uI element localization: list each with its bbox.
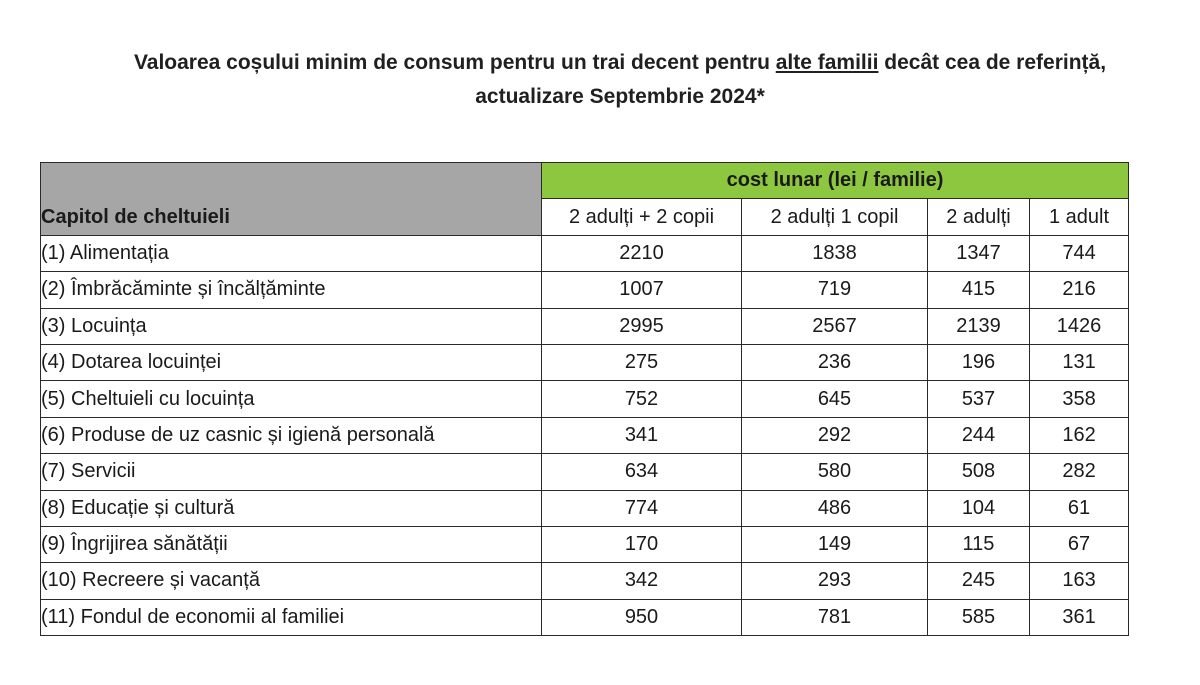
table-row (41, 526, 1129, 562)
cost-cell: 282 (1030, 454, 1129, 490)
cost-cell: 61 (1030, 490, 1129, 526)
cost-cell: 292 (742, 417, 928, 453)
title-text-after: decât cea de referință, (878, 51, 1107, 74)
cost-cell: 131 (1030, 344, 1129, 380)
cost-cell: 358 (1030, 381, 1129, 417)
title-line-1 (20, 46, 1200, 80)
cost-cell: 508 (928, 454, 1030, 490)
cost-cell: 752 (542, 381, 742, 417)
table-row (41, 235, 1129, 271)
cost-cell: 1007 (542, 272, 742, 308)
cost-cell: 585 (928, 599, 1030, 635)
cost-cell: 245 (928, 563, 1030, 599)
cost-cell: 781 (742, 599, 928, 635)
row-label: (7) Servicii (41, 454, 542, 490)
table-row (41, 417, 1129, 453)
table-row (41, 454, 1129, 490)
cost-cell: 634 (542, 454, 742, 490)
cost-cell: 415 (928, 272, 1030, 308)
cost-cell: 163 (1030, 563, 1129, 599)
row-label: (5) Cheltuieli cu locuința (41, 381, 542, 417)
cost-cell: 104 (928, 490, 1030, 526)
cost-cell: 1347 (928, 235, 1030, 271)
column-header: 2 adulți + 2 copii (542, 199, 742, 235)
column-header: 2 adulți 1 copil (742, 199, 928, 235)
cost-cell: 719 (742, 272, 928, 308)
cost-cell: 293 (742, 563, 928, 599)
cost-cell: 2995 (542, 308, 742, 344)
row-label: (10) Recreere și vacanță (41, 563, 542, 599)
row-label: (6) Produse de uz casnic și igienă personală (41, 417, 542, 453)
cost-cell: 1426 (1030, 308, 1129, 344)
cost-cell: 342 (542, 563, 742, 599)
cost-cell: 774 (542, 490, 742, 526)
cost-cell: 149 (742, 526, 928, 562)
table-row (41, 272, 1129, 308)
table-row (41, 490, 1129, 526)
cost-cell: 2210 (542, 235, 742, 271)
column-header: 2 adulți (928, 199, 1030, 235)
row-label: (4) Dotarea locuinței (41, 344, 542, 380)
row-label: (1) Alimentația (41, 235, 542, 271)
cost-cell: 537 (928, 381, 1030, 417)
cost-cell: 341 (542, 417, 742, 453)
cost-cell: 645 (742, 381, 928, 417)
row-label: (2) Îmbrăcăminte și încălțăminte (41, 272, 542, 308)
cost-cell: 236 (742, 344, 928, 380)
title-text-before: Valoarea coșului minim de consum pentru un trai decent pentru (133, 51, 776, 74)
table-body (41, 235, 1129, 635)
cost-cell: 196 (928, 344, 1030, 380)
table-row (41, 344, 1129, 380)
cost-cell: 2139 (928, 308, 1030, 344)
table-row (41, 308, 1129, 344)
row-label: (3) Locuința (41, 308, 542, 344)
cost-table (40, 162, 1129, 636)
cost-cell: 170 (542, 526, 742, 562)
cost-cell: 2567 (742, 308, 928, 344)
title-text-underlined: alte familii (775, 51, 879, 74)
cost-cell: 216 (1030, 272, 1129, 308)
cost-cell: 950 (542, 599, 742, 635)
cost-cell: 115 (928, 526, 1030, 562)
table-row (41, 599, 1129, 635)
cost-cell: 486 (742, 490, 928, 526)
cost-cell: 1838 (742, 235, 928, 271)
row-label: (11) Fondul de economii al familiei (41, 599, 542, 635)
cost-cell: 162 (1030, 417, 1129, 453)
cost-cell: 275 (542, 344, 742, 380)
cost-cell: 744 (1030, 235, 1129, 271)
title-line-2: actualizare Septembrie 2024* (475, 85, 765, 108)
page-title (20, 46, 1200, 114)
header-row-group (41, 163, 1129, 199)
cost-cell: 244 (928, 417, 1030, 453)
group-header: cost lunar (lei / familie) (542, 163, 1129, 199)
table-row (41, 563, 1129, 599)
row-label: (8) Educație și cultură (41, 490, 542, 526)
cost-cell: 67 (1030, 526, 1129, 562)
cost-cell: 580 (742, 454, 928, 490)
cost-cell: 361 (1030, 599, 1129, 635)
column-header: 1 adult (1030, 199, 1129, 235)
chapter-header: Capitol de cheltuieli (41, 163, 542, 236)
table-row (41, 381, 1129, 417)
row-label: (9) Îngrijirea sănătății (41, 526, 542, 562)
